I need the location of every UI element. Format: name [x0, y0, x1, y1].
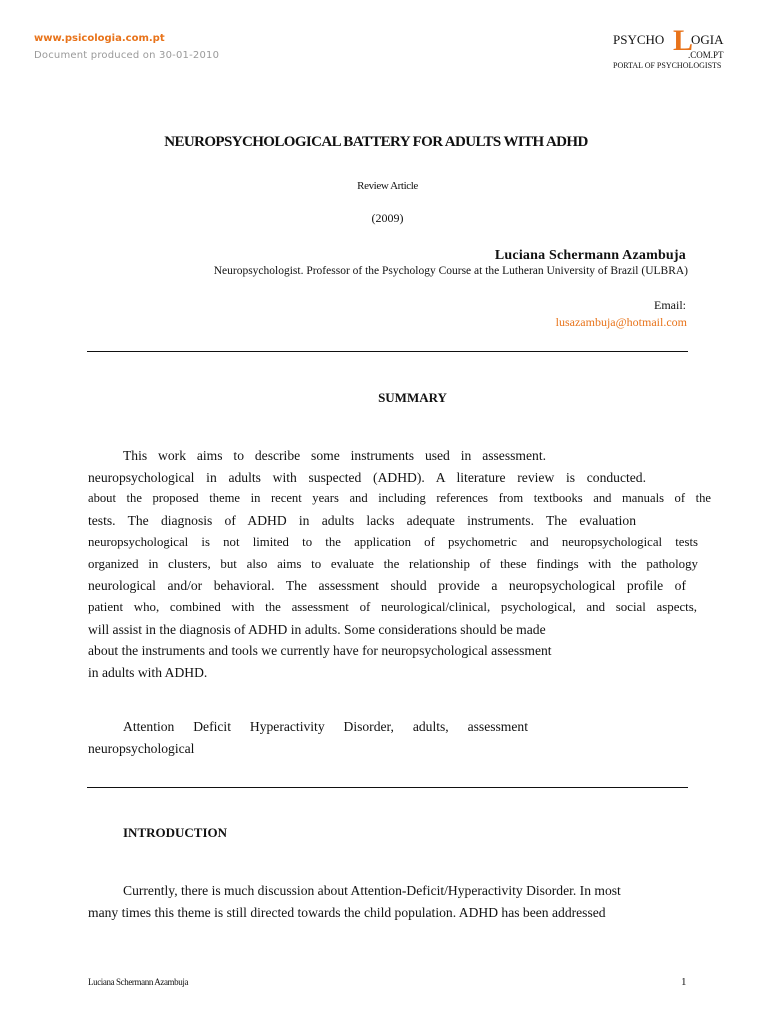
summary-line: This work aims to describe some instruments used in assessment. — [123, 448, 546, 463]
keywords-line: Attention Deficit Hyperactivity Disorder, adults, assessment — [123, 719, 528, 734]
introduction-heading: INTRODUCTION — [123, 825, 228, 840]
divider-top — [87, 351, 688, 352]
logo-text-part1: PSYCHO — [613, 32, 665, 47]
summary-paragraph — [88, 445, 711, 684]
footer-author: Luciana Schermann Azambuja — [88, 977, 189, 987]
logo-tagline: PORTAL OF PSYCHOLOGISTS — [613, 61, 722, 70]
summary-line: neuropsychological in adults with suspected (ADHD). A literature review is conducted. — [88, 469, 646, 485]
page-number: 1 — [681, 976, 687, 988]
article-title: NEUROPSYCHOLOGICAL BATTERY FOR ADULTS WITH ADHD — [164, 134, 588, 150]
summary-line: neuropsychological is not limited to the application of psychometric and neuropsychological tests — [88, 534, 698, 549]
keywords-line: neuropsychological — [88, 740, 195, 756]
site-url-link[interactable]: www.psicologia.com.pt — [34, 33, 165, 44]
keywords-paragraph — [88, 716, 528, 759]
summary-line: about the instruments and tools we currently have for neuropsychological assessment — [88, 643, 552, 659]
summary-line: in adults with ADHD. — [88, 665, 208, 681]
introduction-line: many times this theme is still directed towards the child population. ADHD has been addressed — [88, 904, 606, 920]
article-year: (2009) — [371, 211, 404, 225]
introduction-line: Currently, there is much discussion about Attention-Deficit/Hyperactivity Disorder. In most — [123, 883, 621, 898]
author-name: Luciana Schermann Azambuja — [494, 248, 686, 263]
author-affiliation: Neuropsychologist. Professor of the Psychology Course at the Lutheran University of Brazil (ULBRA) — [213, 265, 688, 277]
summary-heading: SUMMARY — [378, 390, 447, 405]
summary-line: about the proposed theme in recent years and including references from textbooks and manuals of the — [88, 491, 711, 506]
logo-text-part2: OGIA — [691, 32, 724, 47]
article-type: Review Article — [357, 180, 418, 192]
author-email-link[interactable]: lusazambuja@hotmail.com — [555, 315, 687, 329]
summary-line: patient who, combined with the assessment of neurological/clinical, psychological, and social aspects, — [88, 599, 697, 614]
email-label: Email: — [654, 298, 686, 312]
logo-big-letter: L — [673, 24, 694, 57]
introduction-paragraph — [88, 880, 688, 923]
summary-line: organized in clusters, but also aims to evaluate the relationship of these findings with the pathology — [88, 556, 698, 571]
divider-bottom — [87, 787, 688, 788]
summary-line: will assist in the diagnosis of ADHD in adults. Some considerations should be made — [88, 621, 546, 637]
summary-line: tests. The diagnosis of ADHD in adults lacks adequate instruments. The evaluation — [88, 513, 636, 529]
logo-domain: .COM.PT — [688, 50, 724, 60]
psicologia-logo — [613, 24, 738, 74]
summary-line: neurological and/or behavioral. The assessment should provide a neuropsychological profile of — [88, 578, 686, 594]
produced-date: Document produced on 30-01-2010 — [34, 50, 220, 61]
